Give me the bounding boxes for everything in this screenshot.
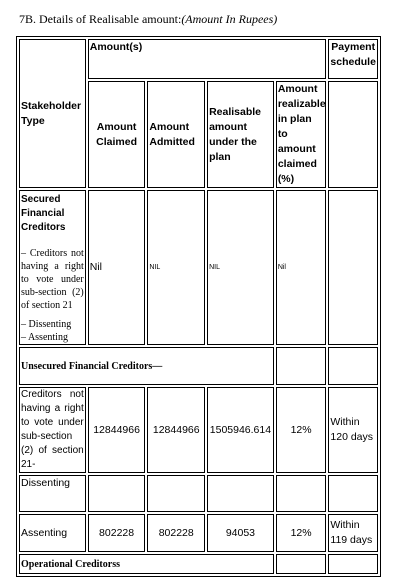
unsecured-dissenting-claimed (88, 475, 146, 512)
unsecured-dissenting-admitted (147, 475, 205, 512)
unsecured-assenting-admitted: 802228 (147, 514, 205, 552)
header-empty-cell (328, 81, 378, 188)
secured-creditors-title: Secured Financial Creditors (21, 194, 66, 233)
unsecured-title-empty-schedule (328, 347, 378, 385)
operational-empty-pct (276, 554, 327, 574)
section-heading-text: 7B. Details of Realisable amount: (19, 12, 182, 26)
unsecured-assenting-label: Assenting (19, 514, 86, 552)
header-stakeholder-type: Stakeholder Type (19, 39, 86, 188)
unsecured-assenting-claimed: 802228 (88, 514, 146, 552)
unsecured-non-voting-admitted: 12844966 (147, 387, 205, 473)
unsecured-dissenting-label: Dissenting (19, 475, 86, 512)
header-amount-claimed: Amount Claimed (88, 81, 146, 188)
unsecured-non-voting-label: Creditors not having a right to vote under sub-section (2) of section 21- (19, 387, 86, 473)
header-amount-realizable-pct: Amount realizable in plan to amount claimed (%) (276, 81, 327, 188)
section-heading (19, 12, 277, 27)
header-amounts-group: Amount(s) (88, 39, 327, 79)
secured-amount-claimed: Nil (88, 190, 146, 345)
section-heading-unit: (Amount In Rupees) (181, 12, 278, 26)
unsecured-assenting-pct: 12% (276, 514, 327, 552)
secured-realisable-amount: NIL (207, 190, 274, 345)
unsecured-dissenting-realisable (207, 475, 274, 512)
realisable-amount-table (16, 36, 381, 577)
header-realisable-amount: Realisable amount under the plan (207, 81, 274, 188)
secured-assenting-label: – Assenting (21, 332, 68, 343)
secured-realizable-pct: Nil (276, 190, 327, 345)
secured-amount-admitted: NIL (147, 190, 205, 345)
unsecured-assenting-schedule: Within 119 days (328, 514, 378, 552)
unsecured-non-voting-claimed: 12844966 (88, 387, 146, 473)
unsecured-non-voting-pct: 12% (276, 387, 327, 473)
unsecured-dissenting-pct (276, 475, 327, 512)
secured-creditors-cell (19, 190, 86, 345)
header-payment-schedule: Payment schedule (328, 39, 378, 79)
unsecured-dissenting-schedule (328, 475, 378, 512)
operational-empty-schedule (328, 554, 378, 574)
header-amount-admitted: Amount Admitted (147, 81, 205, 188)
operational-creditors-title: Operational Creditorss (19, 554, 274, 574)
unsecured-creditors-title: Unsecured Financial Creditors— (19, 347, 274, 385)
secured-payment-schedule (328, 190, 378, 345)
unsecured-title-empty-pct (276, 347, 327, 385)
secured-dissenting-label: – Dissenting (21, 319, 72, 330)
secured-creditors-detail: – Creditors not having a right to vote under sub-section (2) of section 21 (21, 248, 84, 311)
unsecured-assenting-realisable: 94053 (207, 514, 274, 552)
unsecured-non-voting-realisable: 1505946.614 (207, 387, 274, 473)
unsecured-non-voting-schedule: Within 120 days (328, 387, 378, 473)
